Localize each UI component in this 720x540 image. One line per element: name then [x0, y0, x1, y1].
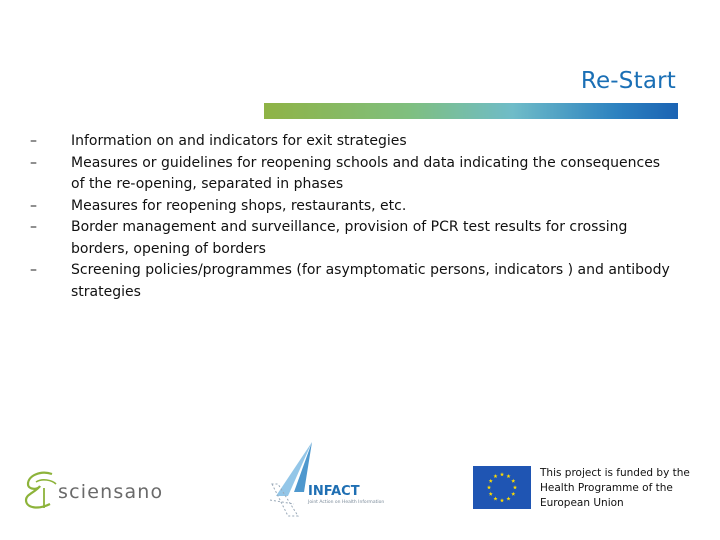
bullet-marker: –	[30, 154, 37, 171]
bullet-marker: –	[30, 197, 37, 214]
slide-title: Re-Start	[580, 68, 676, 94]
sciensano-wordmark: sciensano	[58, 481, 164, 503]
bullet-marker: –	[30, 133, 37, 149]
bullet-item	[30, 196, 670, 218]
sciensano-logo	[22, 468, 172, 512]
bullet-item	[30, 260, 670, 303]
infact-tagline: Joint Action on Health Information	[308, 500, 385, 505]
bullet-text: Measures for reopening shops, restaurants, etc.	[71, 197, 407, 214]
sciensano-logo-icon	[22, 468, 62, 512]
infact-wordmark: INFACT	[308, 484, 360, 499]
bullet-text: Border management and surveillance, provision of PCR test results for crossing borders, opening of borders	[71, 219, 628, 257]
bullet-marker: –	[30, 219, 37, 235]
bullet-item	[30, 153, 670, 196]
bullet-item	[30, 217, 670, 260]
bullet-list	[30, 131, 670, 303]
bullet-text: Information on and indicators for exit strategies	[71, 133, 407, 149]
eu-flag-icon	[473, 466, 531, 509]
bullet-text: Screening policies/programmes (for asymptomatic persons, indicators ) and antibody strategies	[71, 262, 670, 300]
infact-logo-icon	[264, 440, 324, 520]
title-underline-bar	[264, 103, 678, 119]
eu-flag	[473, 466, 531, 509]
infact-logo	[264, 440, 414, 520]
bullet-marker: –	[30, 262, 37, 278]
funding-note: This project is funded by the Health Programme of the European Union	[540, 467, 690, 509]
bullet-text: Measures or guidelines for reopening schools and data indicating the consequences of the re-opening, separated in phases	[71, 154, 661, 192]
bullet-item	[30, 131, 670, 153]
